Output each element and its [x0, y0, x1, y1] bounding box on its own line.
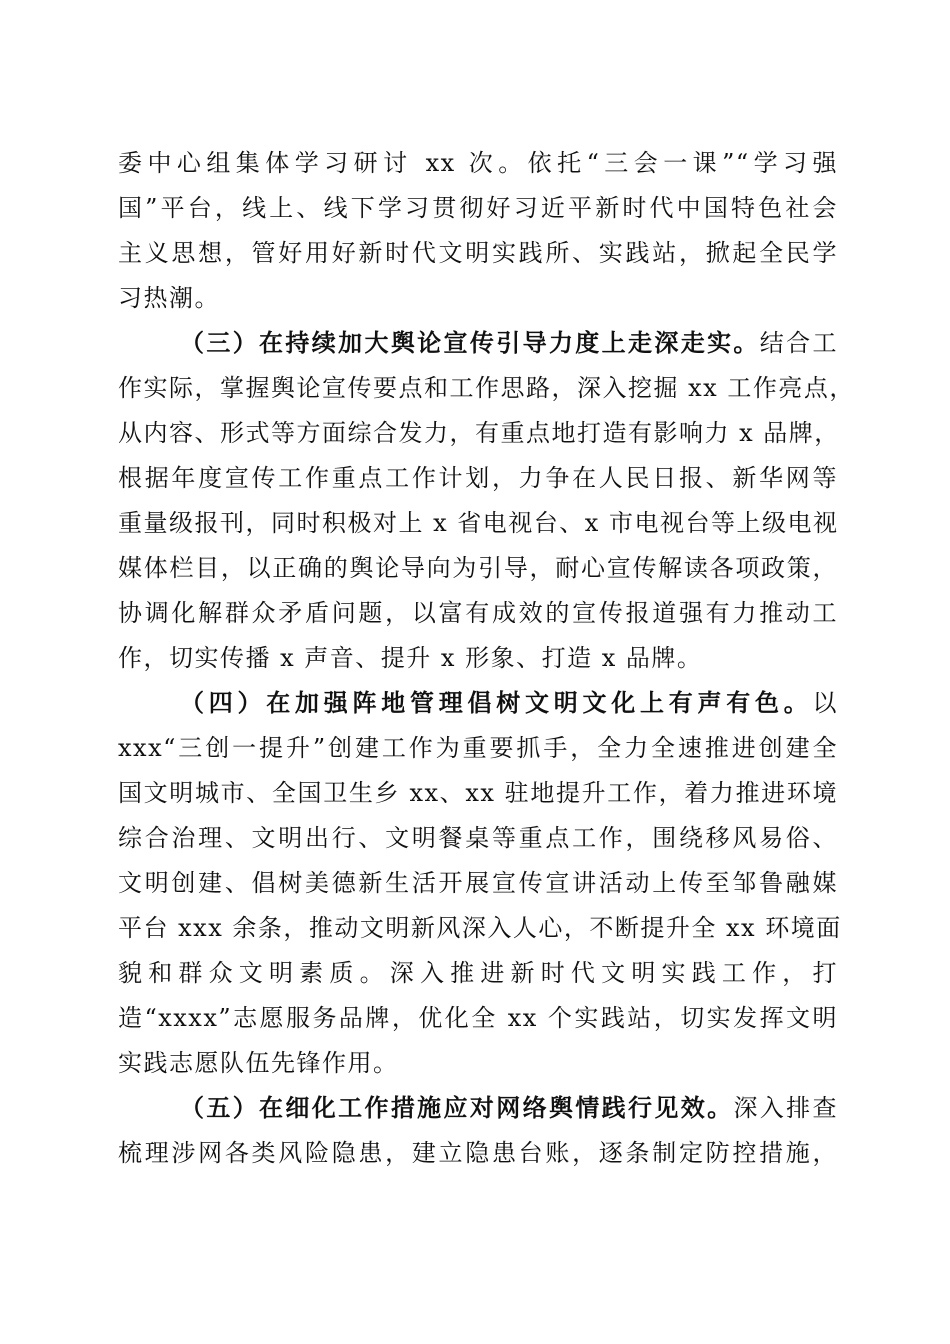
- paragraph-line: 平台 xxx 余条，推动文明新风深入人心，不断提升全 xx 环境面: [118, 914, 842, 942]
- section-5-first-line-rest: 深入排查: [733, 1094, 838, 1122]
- paragraph-line: 媒体栏目，以正确的舆论导向为引导，耐心宣传解读各项政策，: [118, 554, 838, 582]
- section-4-first-line: [180, 688, 838, 718]
- paragraph-line: 文明创建、倡树美德新生活开展宣传宣讲活动上传至邹鲁融媒: [118, 869, 838, 897]
- paragraph-line: 从内容、形式等方面综合发力，有重点地打造有影响力 x 品牌，: [118, 419, 840, 447]
- paragraph-line: 作实际，掌握舆论宣传要点和工作思路，深入挖掘 xx 工作亮点，: [118, 374, 855, 402]
- section-5-heading: （五）在细化工作措施应对网络舆情践行见效。: [180, 1093, 734, 1122]
- paragraph-line: 梳理涉网各类风险隐患，建立隐患台账，逐条制定防控措施，: [118, 1139, 838, 1167]
- section-4-first-line-rest: 以: [812, 689, 838, 717]
- paragraph-line: 造“xxxx”志愿服务品牌，优化全 xx 个实践站，切实发挥文明: [118, 1004, 838, 1032]
- paragraph-line: 作，切实传播 x 声音、提升 x 形象、打造 x 品牌。: [118, 644, 703, 672]
- paragraph-line: 主义思想，管好用好新时代文明实践所、实践站，掀起全民学: [118, 239, 838, 267]
- paragraph-line: 貌和群众文明素质。深入推进新时代文明实践工作，打: [118, 959, 838, 987]
- paragraph-line: 国文明城市、全国卫生乡 xx、xx 驻地提升工作，着力推进环境: [118, 779, 838, 807]
- paragraph-line: 国”平台，线上、线下学习贯彻好习近平新时代中国特色社会: [118, 194, 838, 222]
- paragraph-line: 协调化解群众矛盾问题，以富有成效的宣传报道强有力推动工: [118, 599, 838, 627]
- paragraph-line: xxx“三创一提升”创建工作为重要抓手，全力全速推进创建全: [118, 734, 838, 762]
- paragraph-line: 综合治理、文明出行、文明餐桌等重点工作，围绕移风易俗、: [118, 824, 838, 852]
- section-4-heading: （四）在加强阵地管理倡树文明文化上有声有色。: [180, 688, 813, 717]
- section-5-first-line: [180, 1093, 838, 1123]
- section-3-first-line: [180, 328, 838, 358]
- paragraph-line: 重量级报刊，同时积极对上 x 省电视台、x 市电视台等上级电视: [118, 509, 839, 537]
- section-3-first-line-rest: 结合工: [759, 329, 839, 357]
- paragraph-line: 习热潮。: [118, 284, 220, 312]
- paragraph-line: 实践志愿队伍先锋作用。: [118, 1049, 399, 1077]
- paragraph-line: 根据年度宣传工作重点工作计划，力争在人民日报、新华网等: [118, 464, 838, 492]
- section-3-heading: （三）在持续加大舆论宣传引导力度上走深走实。: [180, 328, 760, 357]
- paragraph-line: 委中心组集体学习研讨 xx 次。依托“三会一课”“学习强: [118, 149, 838, 177]
